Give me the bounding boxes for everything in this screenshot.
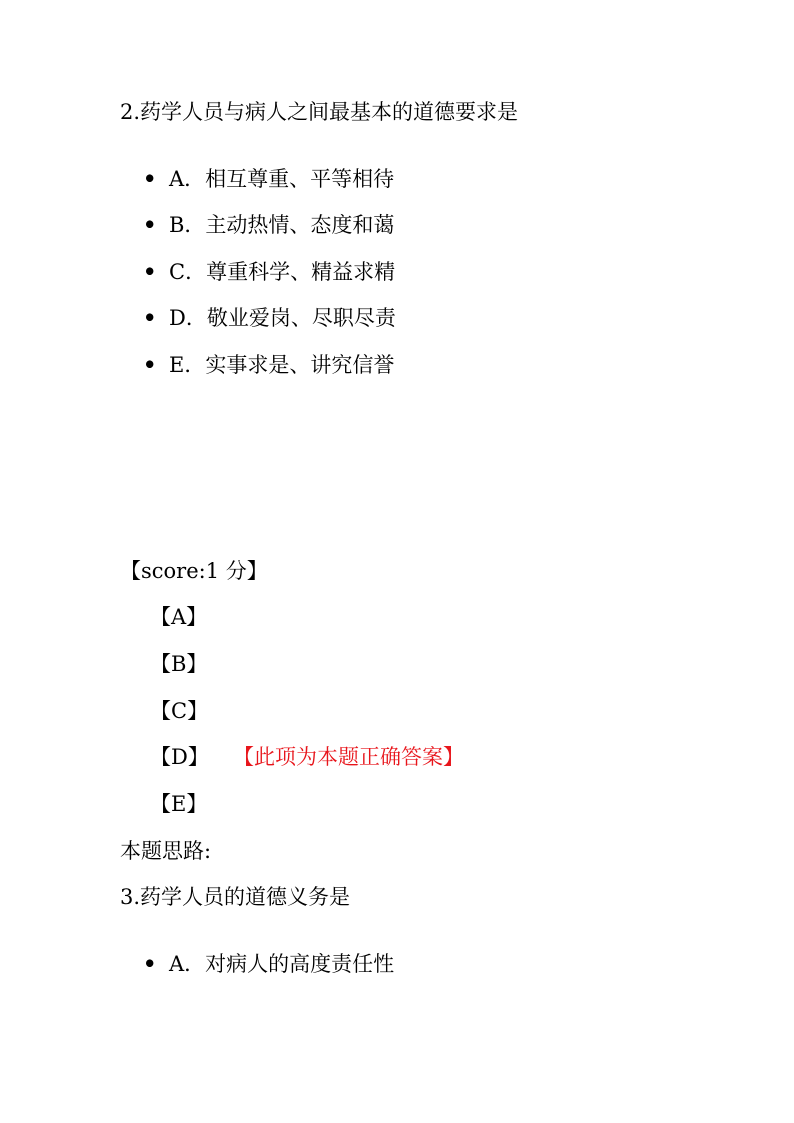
- option-text: E．实事求是、讲究信誉: [169, 353, 395, 377]
- question-3-title: 3.药学人员的道德义务是: [120, 885, 351, 909]
- option-text: A．相互尊重、平等相待: [169, 167, 395, 191]
- explanation-label: 本题思路:: [120, 839, 212, 863]
- question-2-option-a: [143, 165, 394, 193]
- option-text: D．敬业爱岗、尽职尽责: [169, 306, 396, 330]
- answer-e: 【E】: [150, 792, 208, 816]
- option-text: A．对病人的高度责任性: [169, 952, 395, 976]
- answer-c: 【C】: [150, 699, 209, 723]
- question-2-option-c: [143, 258, 395, 286]
- answer-b: 【B】: [150, 652, 208, 676]
- bullet-icon: •: [143, 166, 157, 191]
- option-text: B．主动热情、态度和蔼: [169, 213, 395, 237]
- answer-d: 【D】: [150, 745, 209, 769]
- question-2-option-e: [143, 351, 394, 379]
- answer-a: 【A】: [150, 605, 208, 629]
- bullet-icon: •: [143, 951, 157, 976]
- correct-answer-note: 【此项为本题正确答案】: [233, 745, 464, 769]
- question-2-option-b: [143, 211, 394, 239]
- question-3-option-a: [143, 950, 394, 978]
- score-label: 【score:1 分】: [120, 559, 268, 583]
- bullet-icon: •: [143, 305, 157, 330]
- option-text: C．尊重科学、精益求精: [169, 260, 396, 284]
- question-2-title: 2.药学人员与病人之间最基本的道德要求是: [120, 100, 519, 124]
- bullet-icon: •: [143, 212, 157, 237]
- bullet-icon: •: [143, 352, 157, 377]
- bullet-icon: •: [143, 259, 157, 284]
- question-2-option-d: [143, 304, 396, 332]
